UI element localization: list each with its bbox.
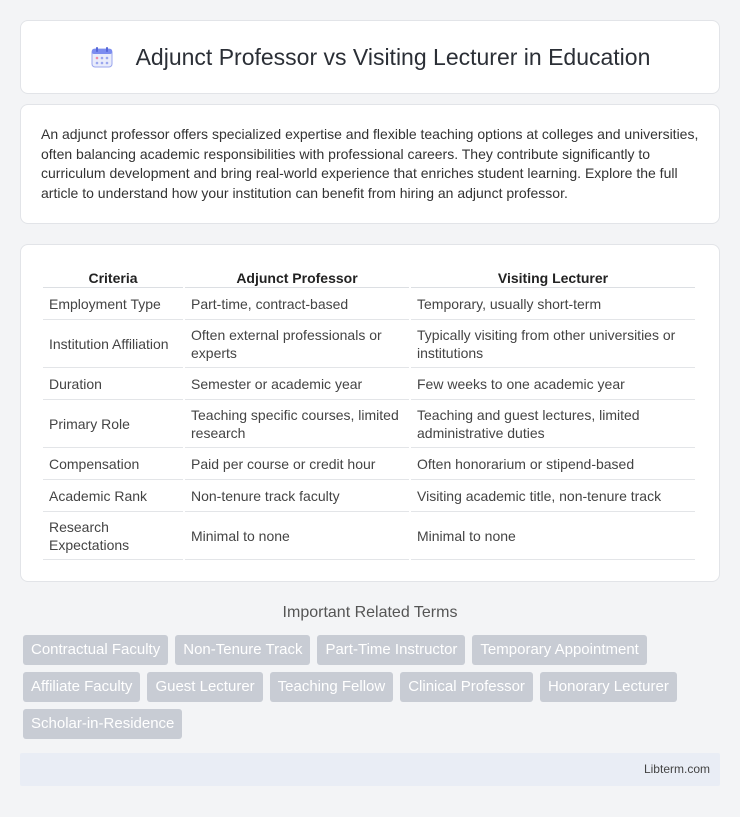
table-row	[43, 320, 695, 368]
related-terms-title: Important Related Terms	[282, 604, 458, 621]
table-cell: Teaching specific courses, limited research	[185, 400, 409, 448]
column-header-visiting-lecturer: Visiting Lecturer	[411, 266, 695, 288]
table-cell: Research Expectations	[43, 512, 183, 560]
related-term-tag[interactable]: Non-Tenure Track	[175, 635, 310, 665]
table-cell: Visiting academic title, non-tenure track	[411, 480, 695, 512]
header-card	[20, 20, 720, 94]
calendar-icon	[90, 45, 114, 69]
table-cell: Often honorarium or stipend-based	[411, 448, 695, 480]
related-term-tag[interactable]: Part-Time Instructor	[317, 635, 465, 665]
table-cell: Compensation	[43, 448, 183, 480]
table-cell: Often external professionals or experts	[185, 320, 409, 368]
table-cell: Employment Type	[43, 288, 183, 320]
footer	[20, 753, 720, 786]
comparison-table	[41, 266, 697, 560]
table-row	[43, 288, 695, 320]
related-terms-list	[23, 635, 723, 746]
related-term-tag[interactable]: Affiliate Faculty	[23, 672, 140, 702]
footer-brand-link[interactable]: Libterm.com	[643, 762, 710, 776]
related-term-tag[interactable]: Temporary Appointment	[472, 635, 646, 665]
column-header-criteria: Criteria	[43, 266, 183, 288]
intro-text: An adjunct professor offers specialized expertise and flexible teaching options at colleges and universities, often balancing academic responsibilities with professional careers. They contribute significantly to curriculum development and bring real-world experience that enriches student learning. Explore the full article to understand how your institution can benefit from hiring an adjunct professor.	[41, 126, 699, 201]
table-row	[43, 448, 695, 480]
table-cell: Institution Affiliation	[43, 320, 183, 368]
table-cell: Temporary, usually short-term	[411, 288, 695, 320]
table-row	[43, 480, 695, 512]
related-term-tag[interactable]: Clinical Professor	[400, 672, 533, 702]
table-cell: Teaching and guest lectures, limited administrative duties	[411, 400, 695, 448]
related-term-tag[interactable]: Teaching Fellow	[270, 672, 394, 702]
comparison-table-card	[20, 244, 720, 582]
table-cell: Few weeks to one academic year	[411, 368, 695, 400]
column-header-adjunct-professor: Adjunct Professor	[185, 266, 409, 288]
table-cell: Minimal to none	[185, 512, 409, 560]
related-term-tag[interactable]: Guest Lecturer	[147, 672, 262, 702]
table-cell: Primary Role	[43, 400, 183, 448]
page-title: Adjunct Professor vs Visiting Lecturer in Education	[135, 43, 651, 70]
table-cell: Minimal to none	[411, 512, 695, 560]
related-term-tag[interactable]: Honorary Lecturer	[540, 672, 677, 702]
related-term-tag[interactable]: Scholar-in-Residence	[23, 709, 182, 739]
table-cell: Paid per course or credit hour	[185, 448, 409, 480]
intro-card	[20, 104, 720, 224]
table-cell: Academic Rank	[43, 480, 183, 512]
table-cell: Duration	[43, 368, 183, 400]
related-term-tag[interactable]: Contractual Faculty	[23, 635, 168, 665]
table-row	[43, 400, 695, 448]
table-row	[43, 512, 695, 560]
table-cell: Typically visiting from other universities or institutions	[411, 320, 695, 368]
table-cell: Non-tenure track faculty	[185, 480, 409, 512]
table-row	[43, 368, 695, 400]
table-cell: Semester or academic year	[185, 368, 409, 400]
table-header-row	[43, 266, 695, 288]
table-cell: Part-time, contract-based	[185, 288, 409, 320]
